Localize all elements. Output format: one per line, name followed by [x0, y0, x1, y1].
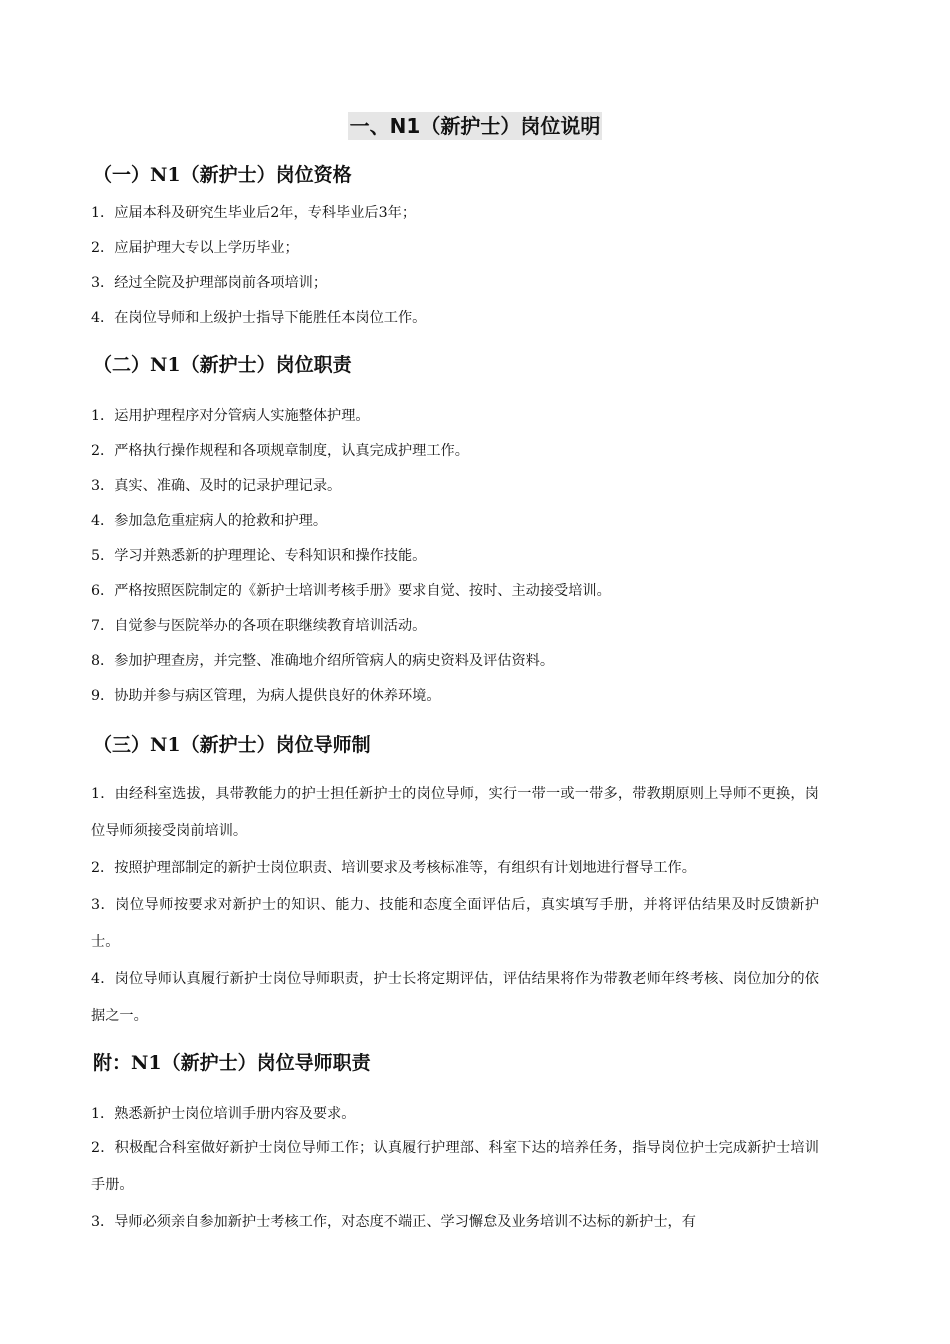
list-item: 4．参加急危重症病人的抢救和护理。 [91, 513, 328, 529]
list-item: 2．应届护理大专以上学历毕业； [91, 240, 299, 256]
list-item: 1．应届本科及研究生毕业后2年，专科毕业后3年； [91, 205, 417, 221]
title-container [0, 112, 950, 140]
list-item: 3．导师必须亲自参加新护士考核工作，对态度不端正、学习懈怠及业务培训不达标的新护士，有 [91, 1214, 696, 1230]
list-item: 3．经过全院及护理部岗前各项培训； [91, 275, 328, 291]
list-item: 5．学习并熟悉新的护理理论、专科知识和操作技能。 [91, 548, 427, 564]
list-item: 1．熟悉新护士岗位培训手册内容及要求。 [91, 1106, 356, 1122]
list-item: 9．协助并参与病区管理，为病人提供良好的休养环境。 [91, 688, 441, 704]
list-item: 1．由经科室选拔，具带教能力的护士担任新护士的岗位导师，实行一带一或一带多，带教期原则上导师不更换，岗位导师须接受岗前培训。 [91, 786, 819, 839]
document-title: 一、N1（新护士）岗位说明 [349, 114, 601, 138]
list-item: 2．严格执行操作规程和各项规章制度，认真完成护理工作。 [91, 443, 469, 459]
list-item: 4．在岗位导师和上级护士指导下能胜任本岗位工作。 [91, 310, 427, 326]
list-item: 7．自觉参与医院举办的各项在职继续教育培训活动。 [91, 618, 427, 634]
list-item: 1．运用护理程序对分管病人实施整体护理。 [91, 408, 370, 424]
list-item: 2．按照护理部制定的新护士岗位职责、培训要求及考核标准等，有组织有计划地进行督导工作。 [91, 860, 696, 876]
list-item: 3．真实、准确、及时的记录护理记录。 [91, 478, 342, 494]
section-heading-mentorship: （三）N1（新护士）岗位导师制 [93, 734, 371, 756]
list-item: 6．严格按照医院制定的《新护士培训考核手册》要求自觉、按时、主动接受培训。 [91, 583, 611, 599]
list-item: 3．岗位导师按要求对新护士的知识、能力、技能和态度全面评估后，真实填写手册，并将评估结果及时反馈新护士。 [91, 897, 819, 950]
list-item: 8．参加护理查房，并完整、准确地介绍所管病人的病史资料及评估资料。 [91, 653, 555, 669]
list-item: 4．岗位导师认真履行新护士岗位导师职责，护士长将定期评估，评估结果将作为带教老师年终考核、岗位加分的依据之一。 [91, 971, 819, 1024]
section-heading-duties: （二）N1（新护士）岗位职责 [93, 354, 352, 376]
list-item: 2．积极配合科室做好新护士岗位导师工作；认真履行护理部、科室下达的培养任务，指导岗位护士完成新护士培训手册。 [91, 1140, 819, 1193]
section-heading-qualifications: （一）N1（新护士）岗位资格 [93, 164, 352, 186]
section-heading-mentor-duties: 附：N1（新护士）岗位导师职责 [93, 1052, 371, 1074]
